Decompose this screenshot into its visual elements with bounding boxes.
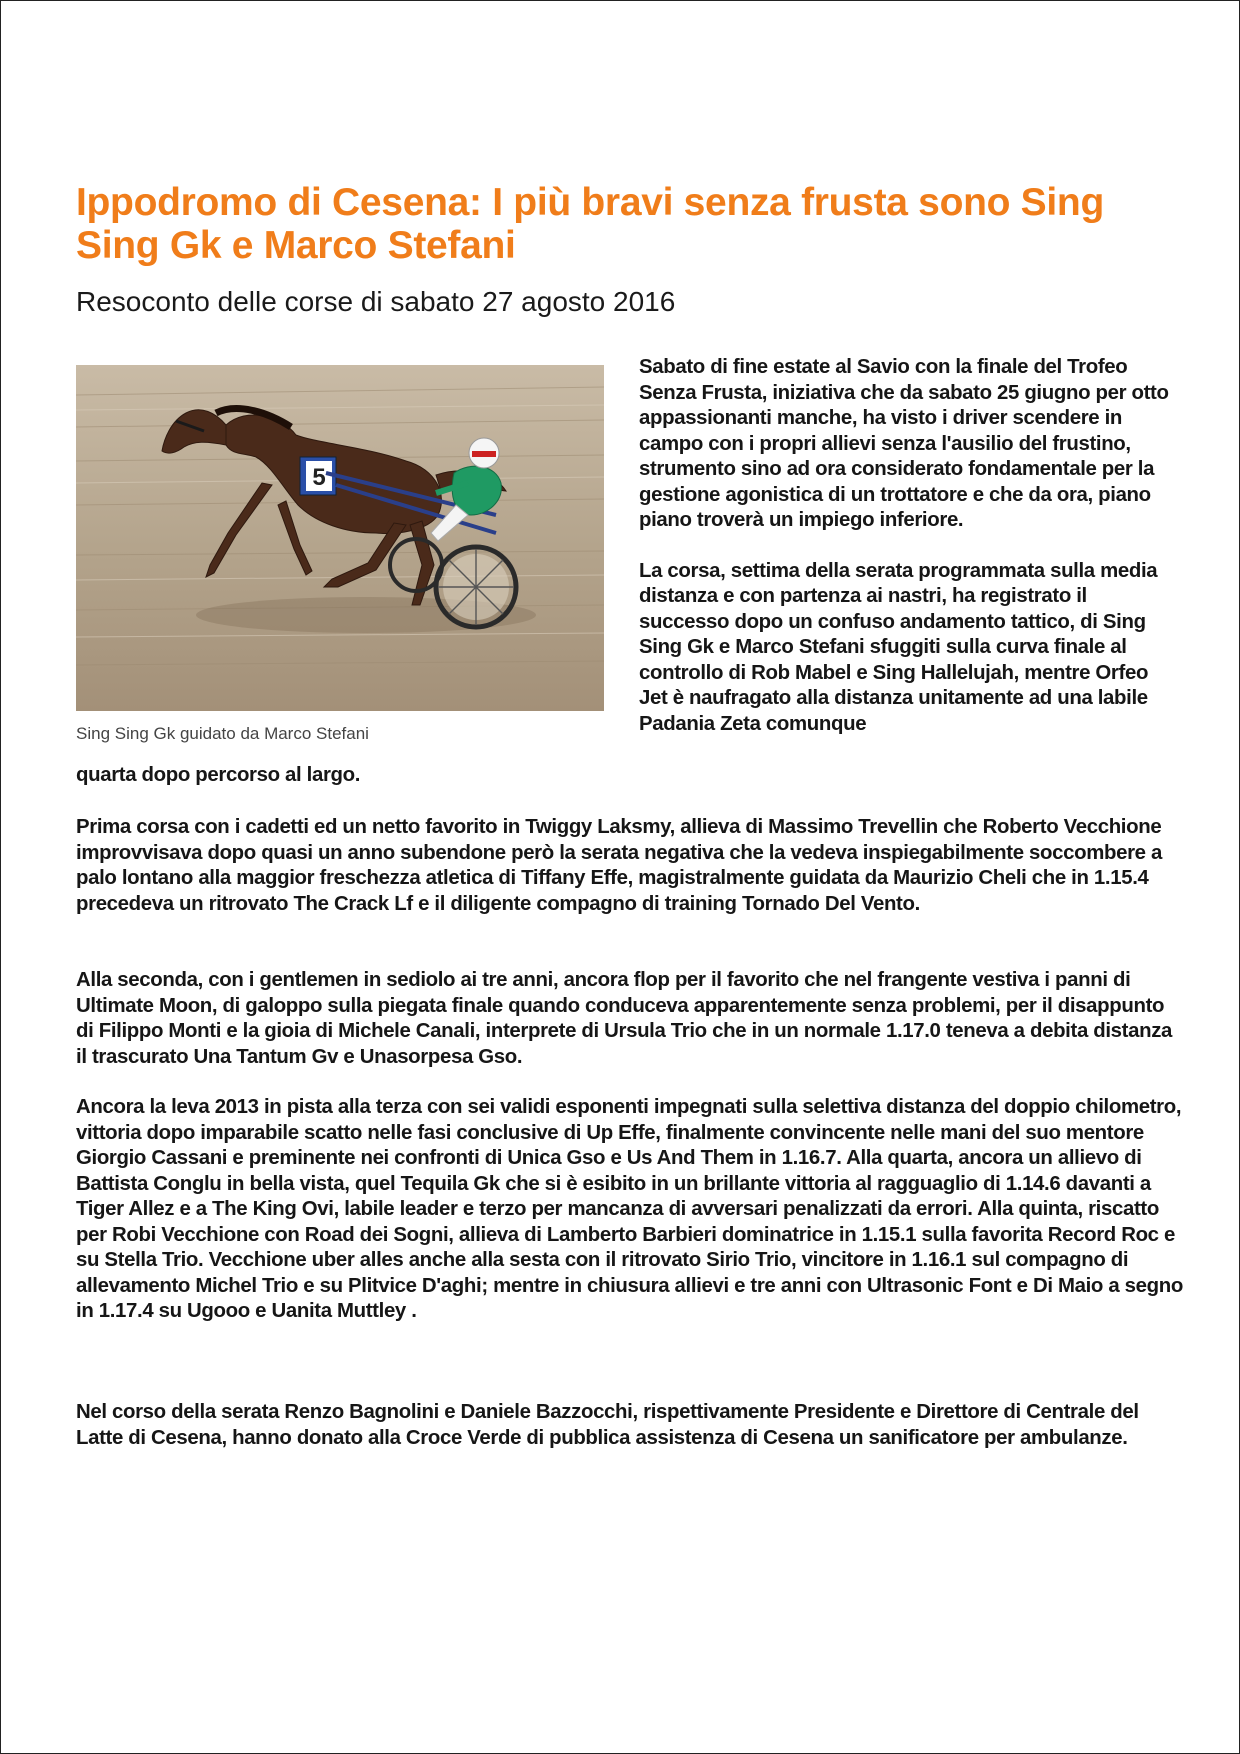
paragraph-other-races: Ancora la leva 2013 in pista alla terza con sei validi esponenti impegnati sulla selettiva distanza del doppio chilometro, vittoria dopo imparabile scatto nelle fasi conclusive di Up Effe, finalmente convincente nelle mani del suo mentore Giorgio Cassani e preminente nei confronti di Unica Gso e Us And Them in 1.16.7. Alla quarta, ancora un allievo di Battista Conglu in bella vista, quel Tequila Gk che si è esibito in un brillante vittoria al ragguaglio di 1.14.6 davanti a Tiger Allez e a The King Ovi, labile leader e terzo per mancanza di avversari penalizzati da errori. Alla quinta, riscatto per Robi Vecchione con Road dei Sogni, allieva di Lamberto Barbieri dominatrice in 1.15.1 sulla favorita Record Roc e su Stella Trio. Vecchione uber alles anche alla sesta con il ritrovato Sirio Trio, vincitore in 1.16.1 sul compagno di allevamento Michel Trio e su Plitvice D'aghi; mentre in chiusura allievi e tre anni con Ultrasonic Font e Di Maio a segno in 1.17.4 su Ugooo e Uanita Muttley . <box>76 1096 1183 1322</box>
article-subtitle: Resoconto delle corse di sabato 27 agosto 2016 <box>76 286 676 317</box>
paragraph-first-race: Prima corsa con i cadetti ed un netto favorito in Twiggy Laksmy, allieva di Massimo Trevellin che Roberto Vecchione improvvisava dopo quasi un anno subendone però la serata negativa che la vedeva inspiegabilmente soccombere a palo lontano alla maggior freschezza atletica di Tiffany Effe, magistralmente guidata da Maurizio Cheli che in 1.15.4 precedeva un ritrovato The Crack Lf e il diligente compagno di training Tornado Del Vento. <box>76 816 1162 915</box>
photo-caption: Sing Sing Gk guidato da Marco Stefani <box>76 724 369 743</box>
intro-column <box>639 355 1179 762</box>
article-title: Ippodromo di Cesena: I più bravi senza frusta sono Sing Sing Gk e Marco Stefani <box>76 181 1104 267</box>
saddle-number: 5 <box>312 464 326 491</box>
paragraph-race-report: La corsa, settima della serata programmata sulla media distanza e con partenza ai nastri, ha registrato il successo dopo un confuso andamento tattico, di Sing Sing Gk e Marco Stefani sfuggiti sulla curva finale al controllo di Rob Mabel e Sing Hallelujah, mentre Orfeo Jet è naufragato alla distanza unitamente ad una labile Padania Zeta comunque <box>639 559 1158 735</box>
paragraph-donation: Nel corso della serata Renzo Bagnolini e Daniele Bazzocchi, rispettivamente Presidente e Direttore di Centrale del Latte di Cesena, hanno donato alla Croce Verde di pubblica assistenza di Cesena un sanificatore per ambulanze. <box>76 1401 1139 1449</box>
paragraph-intro: Sabato di fine estate al Savio con la finale del Trofeo Senza Frusta, iniziativa che da sabato 25 giugno per otto appassionanti manche, ha visto i driver scendere in campo con i propri allievi senza l'ausilio del frustino, strumento sino ad ora considerato fondamentale per la gestione agonistica di un trottatore e che da ora, piano piano troverà un impiego inferiore. <box>639 356 1169 531</box>
paragraph-continuation: quarta dopo percorso al largo. <box>76 764 361 786</box>
paragraph-second-race: Alla seconda, con i gentlemen in sediolo ai tre anni, ancora flop per il favorito che nel frangente vestiva i panni di Ultimate Moon, di galoppo sulla piegata finale quando conduceva apparentemente senza problemi, per il disappunto di Filippo Monti e la gioia di Michele Canali, interprete di Ursula Trio che in un normale 1.17.0 teneva a debita distanza il trascurato Una Tantum Gv e Unasorpesa Gso. <box>76 969 1173 1068</box>
harness-race-photo <box>76 365 604 711</box>
